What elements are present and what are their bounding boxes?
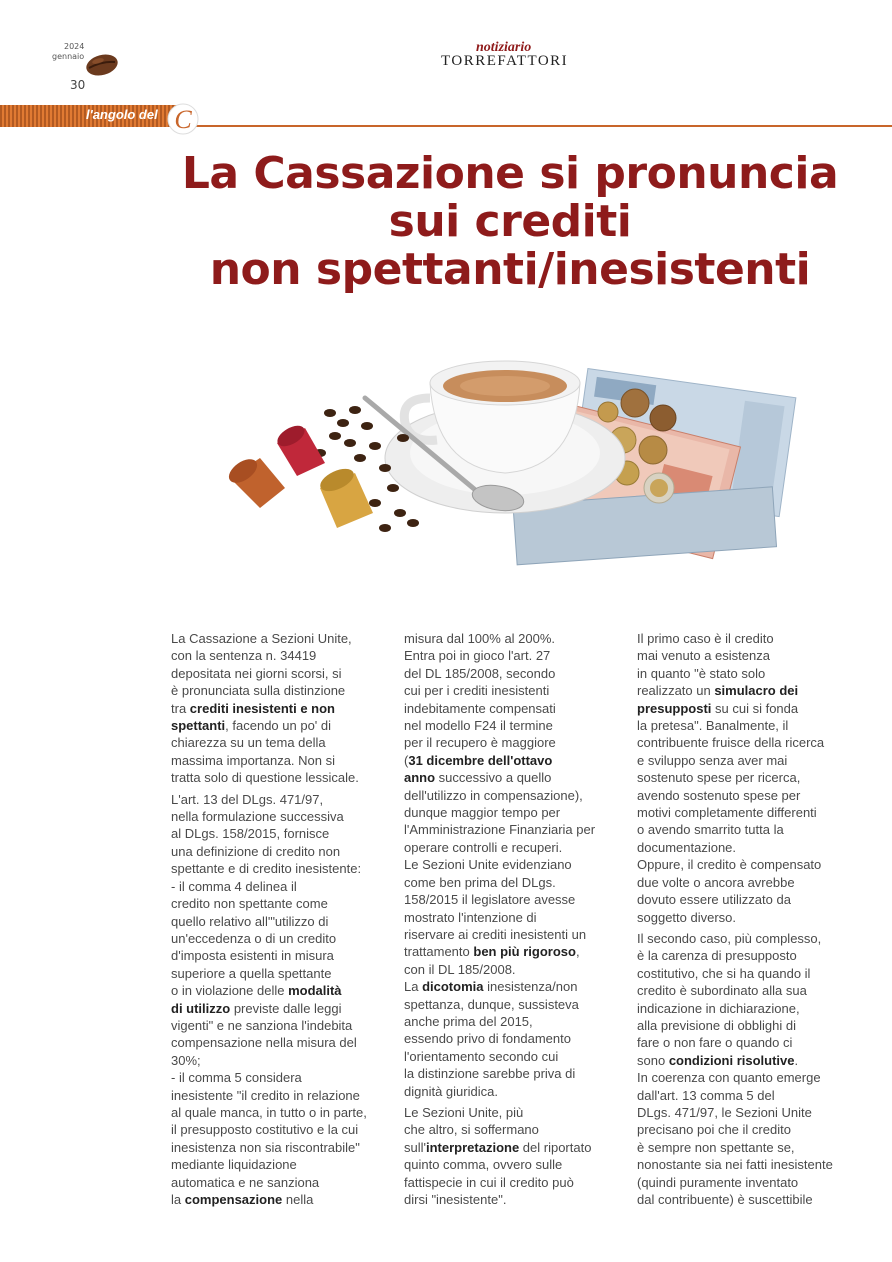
- text-line: [404, 769, 619, 786]
- text-run: tratta solo di questione lessicale.: [171, 770, 359, 786]
- text-line: [171, 965, 386, 982]
- text-line: [637, 665, 857, 682]
- text-line: [171, 1034, 386, 1051]
- text-line: [171, 1139, 386, 1156]
- text-run: ,: [575, 944, 580, 960]
- text-line: [171, 982, 386, 999]
- text-run: massima importanza. Non si: [171, 752, 335, 768]
- text-run: su cui si fonda: [711, 700, 799, 716]
- text-line: [637, 647, 857, 664]
- text-run: Entra poi in gioco l'art. 27: [404, 648, 551, 664]
- text-run: dell'utilizzo in compensazione),: [404, 787, 583, 803]
- text-run: sono: [637, 1052, 669, 1068]
- text-run: o avendo smarrito tutta la: [637, 822, 784, 838]
- text-line: [404, 700, 619, 717]
- text-run: precisano poi che il credito: [637, 1122, 791, 1138]
- text-line: [171, 630, 386, 647]
- text-line: [404, 891, 619, 908]
- text-run: con la sentenza n. 34419: [171, 648, 317, 664]
- text-line: [637, 1017, 857, 1034]
- text-run: e sviluppo senza aver mai: [637, 752, 788, 768]
- text-line: [404, 1104, 619, 1121]
- text-run: sull': [404, 1139, 426, 1155]
- text-run: depositata nei giorni scorsi, si: [171, 665, 342, 681]
- text-run: Le Sezioni Unite, più: [404, 1104, 524, 1120]
- section-initial-c-icon: [166, 102, 200, 136]
- text-run: il presupposto costitutivo e la cui: [171, 1122, 359, 1138]
- text-line: [171, 1052, 386, 1069]
- text-run: chiarezza su un tema della: [171, 735, 326, 751]
- text-run: superiore a quella spettante: [171, 965, 332, 981]
- coffee-bean-icon: [84, 52, 120, 78]
- text-line: [637, 1087, 857, 1104]
- bold-run: interpretazione: [426, 1139, 520, 1155]
- text-line: [404, 1048, 619, 1065]
- text-run: mostrato l'intenzione di: [404, 909, 537, 925]
- text-line: [637, 930, 857, 947]
- text-run: sostenuto spese per ricerca,: [637, 770, 801, 786]
- text-run: è la carenza di presupposto: [637, 948, 797, 964]
- text-line: [404, 943, 619, 960]
- bold-run: simulacro dei: [714, 683, 799, 699]
- text-run: inesistenza non sia riscontrabile": [171, 1139, 360, 1155]
- text-line: [404, 682, 619, 699]
- text-run: del DL 185/2008, secondo: [404, 665, 556, 681]
- text-line: [404, 926, 619, 943]
- bold-run: crediti inesistenti e non: [189, 700, 335, 716]
- text-run: che altro, si soffermano: [404, 1122, 539, 1138]
- text-run: Il primo caso è il credito: [637, 631, 774, 646]
- text-run: indicazione in dichiarazione,: [637, 1000, 800, 1016]
- text-run: al quale manca, in tutto o in parte,: [171, 1104, 367, 1120]
- text-run: è sempre non spettante se,: [637, 1139, 795, 1155]
- text-run: in quanto "è stato solo: [637, 665, 766, 681]
- text-run: o in violazione delle: [171, 983, 289, 999]
- bold-run: spettanti: [171, 718, 226, 734]
- text-line: [404, 1156, 619, 1173]
- text-line: [171, 1156, 386, 1173]
- text-run: per il recupero è maggiore: [404, 735, 556, 751]
- text-line: [637, 947, 857, 964]
- text-run: motivi completamente differenti: [637, 805, 817, 821]
- text-run: quello relativo all'"utilizzo di: [171, 913, 329, 929]
- text-line: [404, 821, 619, 838]
- text-run: DLgs. 471/97, le Sezioni Unite: [637, 1104, 812, 1120]
- article-title: [150, 150, 870, 294]
- issue-year: 2024: [64, 42, 85, 51]
- text-line: [171, 825, 386, 842]
- magazine-name-main: TORREFATTORI: [441, 53, 569, 69]
- text-run: al DLgs. 158/2015, fornisce: [171, 826, 330, 842]
- text-run: dal contribuente) è suscettibile: [637, 1192, 813, 1207]
- text-line: [637, 734, 857, 751]
- text-line: [404, 961, 619, 978]
- text-run: vigenti" e ne sanziona l'indebita: [171, 1017, 353, 1033]
- text-line: [171, 1069, 386, 1086]
- bold-run: anno: [404, 770, 436, 786]
- text-line: [171, 860, 386, 877]
- text-line: [404, 1139, 619, 1156]
- text-line: [171, 930, 386, 947]
- text-run: indebitamente compensati: [404, 700, 556, 716]
- text-run: Oppure, il credito è compensato: [637, 857, 822, 873]
- text-line: [404, 874, 619, 891]
- text-run: realizzato un: [637, 683, 715, 699]
- text-line: [404, 665, 619, 682]
- text-run: - il comma 4 delinea il: [171, 878, 297, 894]
- text-line: [637, 1069, 857, 1086]
- text-line: [404, 734, 619, 751]
- text-line: [404, 1083, 619, 1100]
- text-line: [637, 1034, 857, 1051]
- text-run: nonostante sia nei fatti inesistente: [637, 1157, 833, 1173]
- text-line: [171, 769, 386, 786]
- text-run: quinto comma, ovvero sulle: [404, 1157, 563, 1173]
- text-line: [404, 787, 619, 804]
- text-line: [404, 856, 619, 873]
- text-line: [171, 1087, 386, 1104]
- text-run: riservare ai crediti inesistenti un: [404, 926, 587, 942]
- section-initial: C: [174, 105, 192, 134]
- text-run: fare o non fare o quando ci: [637, 1035, 793, 1051]
- text-run: inesistente "il credito in relazione: [171, 1087, 360, 1103]
- bold-run: compensazione: [184, 1192, 283, 1207]
- article-column-1: [171, 630, 386, 1212]
- text-run: come ben prima del DLgs.: [404, 874, 556, 890]
- text-line: [637, 1052, 857, 1069]
- article-paragraph: [171, 630, 386, 787]
- text-run: costitutivo, che si ha quando il: [637, 965, 811, 981]
- text-line: [637, 1000, 857, 1017]
- text-run: L'art. 13 del DLgs. 471/97,: [171, 791, 324, 807]
- text-run: avendo sostenuto spese per: [637, 787, 801, 803]
- text-run: successivo a quello: [435, 770, 552, 786]
- text-line: [637, 700, 857, 717]
- text-run: una definizione di credito non: [171, 843, 341, 859]
- text-run: del riportato: [519, 1139, 592, 1155]
- text-line: [404, 1030, 619, 1047]
- issue-month: gennaio: [52, 52, 85, 61]
- text-run: nella: [282, 1192, 314, 1207]
- text-run: inesistenza/non: [483, 979, 578, 995]
- text-line: [404, 996, 619, 1013]
- title-line-3: non spettanti/inesistenti: [209, 244, 811, 295]
- bold-run: condizioni risolutive: [668, 1052, 795, 1068]
- text-line: [171, 1191, 386, 1208]
- text-line: [171, 808, 386, 825]
- text-line: [171, 791, 386, 808]
- text-run: - il comma 5 considera: [171, 1070, 302, 1086]
- text-line: [637, 965, 857, 982]
- bold-run: presupposti: [637, 700, 712, 716]
- text-line: [404, 752, 619, 769]
- section-label-part2: onsulente: [205, 107, 267, 122]
- text-run: tra: [171, 700, 190, 716]
- text-run: dall'art. 13 comma 5 del: [637, 1087, 775, 1103]
- text-run: l'Amministrazione Finanziaria per: [404, 822, 596, 838]
- title-line-2: sui crediti: [388, 196, 632, 247]
- text-line: [637, 630, 857, 647]
- text-run: 158/2015 il legislatore avesse: [404, 892, 576, 908]
- text-run: l'orientamento secondo cui: [404, 1048, 559, 1064]
- text-run: trattamento: [404, 944, 474, 960]
- text-line: [404, 647, 619, 664]
- coffee-money-illustration: [215, 328, 815, 598]
- text-line: [171, 682, 386, 699]
- text-run: nella formulazione successiva: [171, 809, 344, 825]
- text-line: [637, 1156, 857, 1173]
- text-line: [637, 1174, 857, 1191]
- article-paragraph: [171, 791, 386, 1209]
- text-run: anche prima del 2015,: [404, 1013, 533, 1029]
- page-number: 30: [70, 78, 86, 92]
- text-run: spettante e di credito inesistente:: [171, 861, 362, 877]
- text-line: [637, 769, 857, 786]
- text-run: previste dalle leggi: [230, 1000, 342, 1016]
- text-run: un'eccedenza o di un credito: [171, 930, 337, 946]
- bold-run: dicotomia: [422, 979, 484, 995]
- bold-run: di utilizzo: [171, 1000, 231, 1016]
- text-run: (quindi puramente inventato: [637, 1174, 799, 1190]
- text-run: Il secondo caso, più complesso,: [637, 930, 822, 946]
- coffee-capsules: [225, 422, 373, 528]
- section-label-part1: l'angolo del: [86, 107, 158, 122]
- text-run: contribuente fruisce della ricerca: [637, 735, 825, 751]
- text-line: [637, 839, 857, 856]
- bold-run: 31 dicembre dell'ottavo: [408, 752, 553, 768]
- text-line: [404, 1174, 619, 1191]
- text-line: [171, 843, 386, 860]
- text-line: [404, 839, 619, 856]
- article-paragraph: [637, 930, 857, 1209]
- text-run: con il DL 185/2008.: [404, 961, 516, 977]
- text-line: [637, 1191, 857, 1208]
- article-paragraph: [404, 630, 619, 1100]
- text-run: documentazione.: [637, 839, 737, 855]
- article-paragraph: [637, 630, 857, 926]
- text-run: dovuto essere utilizzato da: [637, 892, 791, 908]
- text-line: [637, 909, 857, 926]
- text-line: [637, 1139, 857, 1156]
- text-run: è pronunciata sulla distinzione: [171, 683, 346, 699]
- text-run: essendo privo di fondamento: [404, 1031, 571, 1047]
- article-paragraph: [404, 1104, 619, 1208]
- title-line-1: La Cassazione si pronuncia: [181, 148, 839, 199]
- text-line: [171, 878, 386, 895]
- text-run: compensazione nella misura del: [171, 1035, 357, 1051]
- text-line: [637, 856, 857, 873]
- text-line: [404, 909, 619, 926]
- text-line: [171, 895, 386, 912]
- text-run: spettanza, dunque, sussisteva: [404, 996, 579, 1012]
- text-line: [171, 700, 386, 717]
- text-run: dirsi "inesistente".: [404, 1192, 507, 1207]
- text-line: [171, 717, 386, 734]
- text-line: [637, 821, 857, 838]
- text-line: [171, 913, 386, 930]
- text-line: [404, 717, 619, 734]
- text-line: [404, 1191, 619, 1208]
- text-line: [404, 630, 619, 647]
- text-line: [404, 804, 619, 821]
- article-column-3: [637, 630, 857, 1212]
- text-line: [171, 1174, 386, 1191]
- text-line: [171, 734, 386, 751]
- text-line: [637, 752, 857, 769]
- text-line: [404, 1121, 619, 1138]
- text-line: [171, 665, 386, 682]
- text-run: mai venuto a esistenza: [637, 648, 770, 664]
- text-line: [171, 752, 386, 769]
- text-line: [637, 982, 857, 999]
- text-line: [637, 804, 857, 821]
- text-run: misura dal 100% al 200%.: [404, 631, 556, 646]
- text-run: credito non spettante come: [171, 896, 328, 912]
- text-line: [171, 1121, 386, 1138]
- text-line: [637, 1104, 857, 1121]
- text-line: [404, 1065, 619, 1082]
- text-run: .: [794, 1052, 799, 1068]
- text-line: [171, 1017, 386, 1034]
- text-run: la pretesa". Banalmente, il: [637, 718, 789, 734]
- text-run: (: [404, 752, 409, 768]
- text-line: [171, 647, 386, 664]
- text-run: mediante liquidazione: [171, 1157, 297, 1173]
- text-run: la distinzione sarebbe priva di: [404, 1066, 576, 1082]
- text-run: la: [171, 1192, 185, 1207]
- text-line: [404, 1013, 619, 1030]
- text-run: In coerenza con quanto emerge: [637, 1070, 821, 1086]
- text-run: cui per i crediti inesistenti: [404, 683, 550, 699]
- text-line: [637, 874, 857, 891]
- text-run: alla previsione di obblighi di: [637, 1017, 796, 1033]
- text-run: nel modello F24 il termine: [404, 718, 553, 734]
- bold-run: ben più rigoroso: [473, 944, 576, 960]
- text-line: [637, 891, 857, 908]
- text-run: fattispecie in cui il credito può: [404, 1174, 574, 1190]
- bold-run: modalità: [288, 983, 342, 999]
- text-run: dunque maggior tempo per: [404, 805, 561, 821]
- article-column-2: [404, 630, 619, 1212]
- text-run: dignità giuridica.: [404, 1083, 498, 1099]
- text-run: operare controlli e recuperi.: [404, 839, 563, 855]
- text-run: automatica e ne sanziona: [171, 1174, 320, 1190]
- text-line: [171, 1000, 386, 1017]
- text-run: Le Sezioni Unite evidenziano: [404, 857, 572, 873]
- text-line: [171, 947, 386, 964]
- text-run: due volte o ancora avrebbe: [637, 874, 795, 890]
- text-run: soggetto diverso.: [637, 909, 737, 925]
- text-run: 30%;: [171, 1052, 201, 1068]
- text-run: , facendo un po' di: [225, 718, 332, 734]
- section-band-line: [180, 125, 892, 127]
- text-run: La: [404, 979, 423, 995]
- text-line: [637, 682, 857, 699]
- text-line: [637, 1121, 857, 1138]
- text-line: [637, 717, 857, 734]
- text-run: d'imposta esistenti in misura: [171, 948, 334, 964]
- text-line: [404, 978, 619, 995]
- text-line: [171, 1104, 386, 1121]
- text-run: La Cassazione a Sezioni Unite,: [171, 631, 352, 646]
- text-run: credito è subordinato alla sua: [637, 983, 807, 999]
- text-line: [637, 787, 857, 804]
- magazine-name-top: notiziario: [476, 40, 532, 55]
